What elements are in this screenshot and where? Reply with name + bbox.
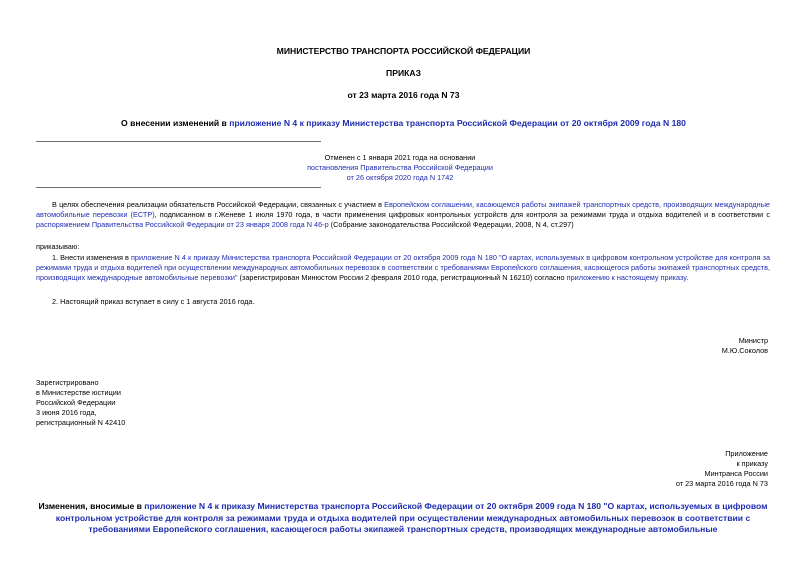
order-word: приказываю: xyxy=(36,242,80,251)
preamble-text-3: (Собрание законодательства Российской Федерации, 2008, N 4, ст.297) xyxy=(328,220,574,229)
registration-block xyxy=(36,378,276,428)
signature-name: М.Ю.Соколов xyxy=(721,346,768,355)
signature-position: Министр xyxy=(738,336,768,345)
item-1-paragraph xyxy=(36,253,770,283)
preamble-paragraph xyxy=(36,200,770,230)
signature-block xyxy=(600,336,768,356)
item-1-link-appendix-4[interactable]: приложение N 4 к приказу Министерства транспорта Российской Федерации от 20 октября 2009 года N 180 "О картах, используемых в цифровом контрольном устройстве для контроля за режимами труда и отдыха водителей при осуществлении международных автомобильных перевозок в соответствии с требованиями Европейского соглашения, касающегося работы экипажей транспортных средств, производящих международные автомобильные перевозки" xyxy=(36,253,770,282)
appendix-line: от 23 марта 2016 года N 73 xyxy=(675,479,768,488)
preamble-link-resolution[interactable]: распоряжением Правительства Российской Федерации от 23 января 2008 года N 46-р xyxy=(36,220,329,229)
repeal-notice-link-decree[interactable]: постановления Правительства Российской Федерации xyxy=(307,163,493,172)
changes-heading-prefix: Изменения, вносимые в xyxy=(38,501,145,511)
registration-line: в Министерстве юстиции xyxy=(36,388,121,397)
preamble-text-1: В целях обеспечения реализации обязательств Российской Федерации, связанных с участием в xyxy=(52,200,385,209)
divider-bottom xyxy=(36,187,321,188)
appendix-line: к приказу xyxy=(736,459,768,468)
item-1-link-annex[interactable]: приложению к настоящему приказу xyxy=(566,273,687,282)
appendix-line: Минтранса России xyxy=(704,469,768,478)
appendix-line: Приложение xyxy=(725,449,768,458)
preamble-link-estr[interactable]: Европейском соглашении, касающемся работы экипажей транспортных средств, производящих международные автомобильные перевозки (ЕСТР) xyxy=(36,200,770,219)
title-prefix: О внесении изменений в xyxy=(121,118,230,128)
repeal-notice xyxy=(230,153,570,183)
changes-heading-link[interactable]: приложение N 4 к приказу Министерства транспорта Российской Федерации от 20 октября 2009 года N 180 "О картах, используемых в цифровом контрольном устройстве для контроля за режимами труда и отдыха водителей при осуществлении международных автомобильных перевозок в соответствии с требованиями Европейского соглашения, касающегося работы экипажей транспортных средств, производящих международные автомобильные xyxy=(55,501,768,534)
registration-line: Российской Федерации xyxy=(36,398,116,407)
title-link-appendix-4[interactable]: приложение N 4 к приказу Министерства транспорта Российской Федерации от 20 октября 2009 года N 180 xyxy=(229,118,686,128)
item-2-paragraph: 2. Настоящий приказ вступает в силу с 1 августа 2016 года. xyxy=(52,297,255,306)
doc-type-heading: ПРИКАЗ xyxy=(386,68,421,78)
item-1-text-3: . xyxy=(686,273,689,282)
repeal-notice-link-date[interactable]: от 26 октября 2020 года N 1742 xyxy=(346,173,454,182)
date-number-heading: от 23 марта 2016 года N 73 xyxy=(347,90,460,100)
divider-top xyxy=(36,141,321,142)
item-1-text-2: (зарегистрирован Минюстом России 2 февраля 2010 года, регистрационный N 16210) согласно xyxy=(237,273,567,282)
registration-line: регистрационный N 42410 xyxy=(36,418,126,427)
preamble-text-2: , подписанном в г.Женеве 1 июля 1970 года, в части применения цифровых контрольных устройств для контроля за режимами труда и отдыха водителей и в соответствии с xyxy=(154,210,770,219)
registration-line: Зарегистрировано xyxy=(36,378,99,387)
repeal-notice-line: Отменен с 1 января 2021 года на основании xyxy=(324,153,476,162)
changes-heading xyxy=(36,501,770,536)
registration-line: 3 июня 2016 года, xyxy=(36,408,97,417)
ministry-heading: МИНИСТЕРСТВО ТРАНСПОРТА РОССИЙСКОЙ ФЕДЕРАЦИИ xyxy=(276,46,531,56)
item-1-text-1: 1. Внести изменения в xyxy=(52,253,131,262)
appendix-block xyxy=(560,449,768,489)
document-title xyxy=(0,117,807,129)
